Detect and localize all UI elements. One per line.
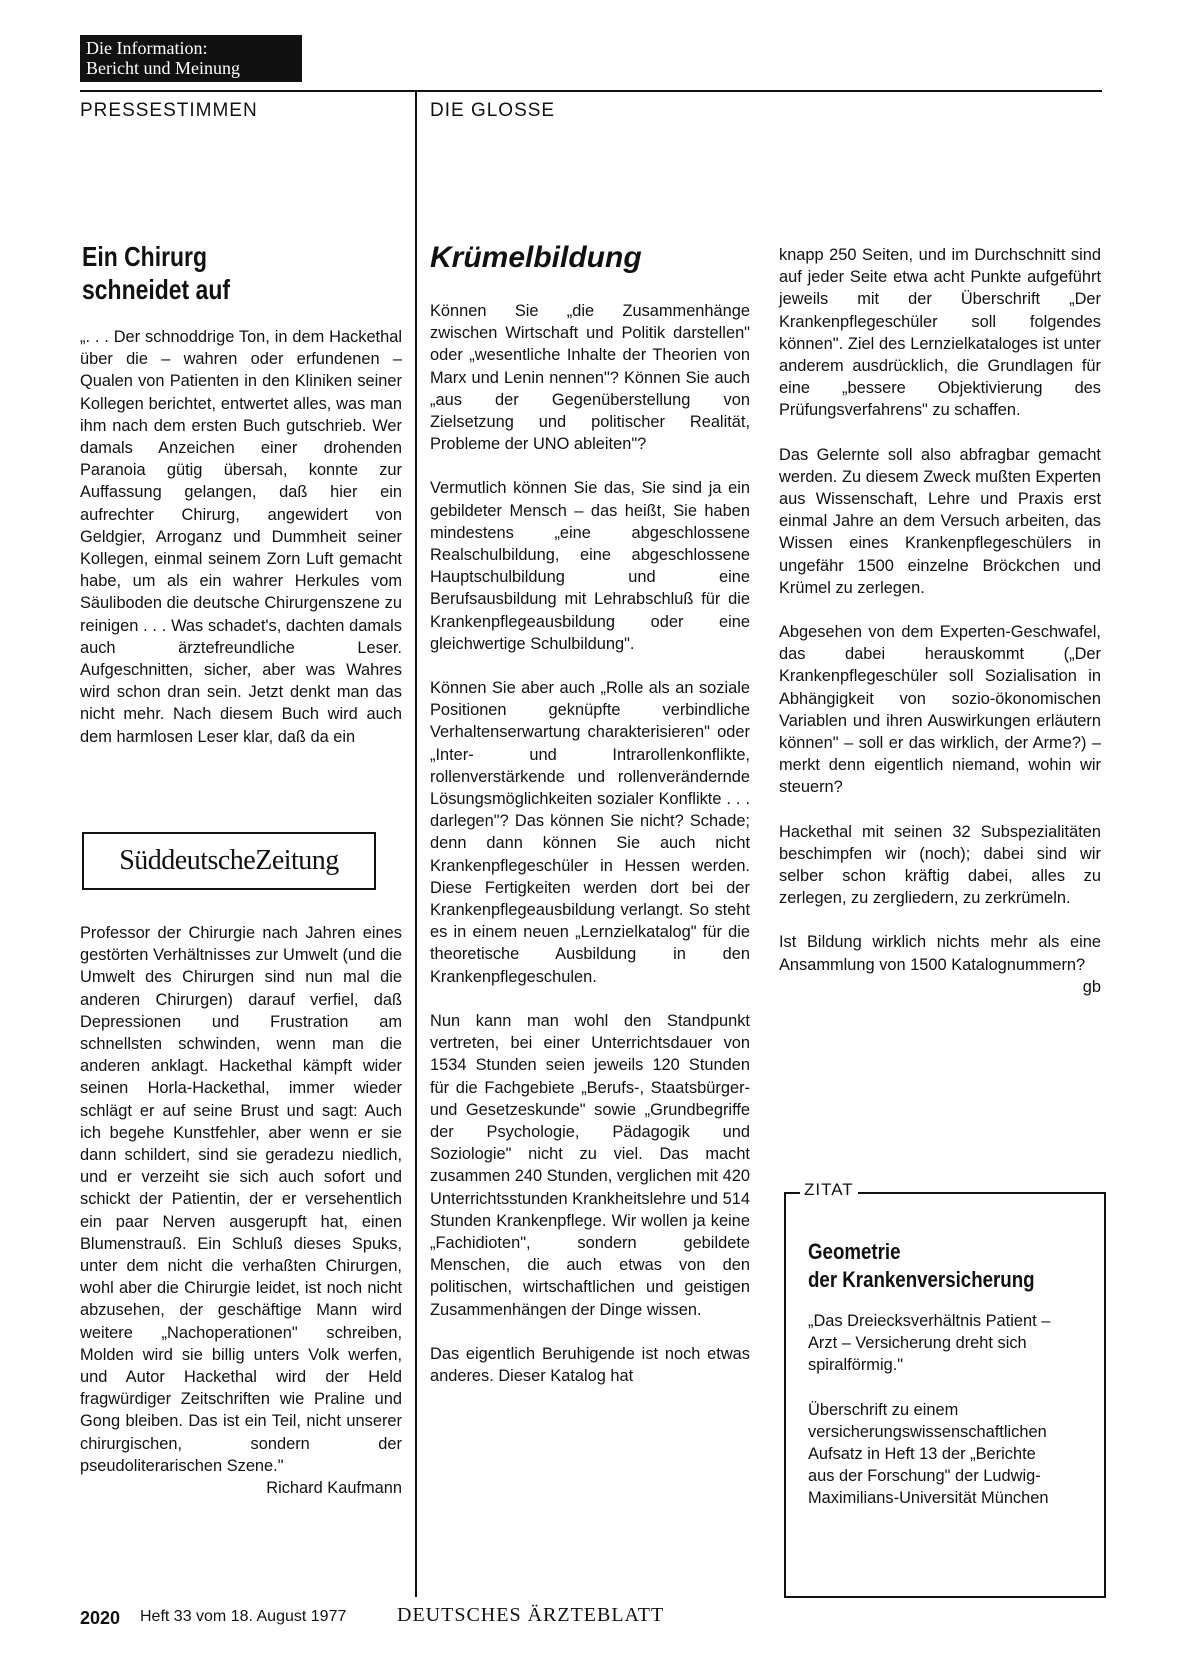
glosse-column-middle: [430, 300, 750, 1387]
left-article-paragraph: [80, 922, 402, 1498]
sueddeutsche-zeitung-logo: SüddeutscheZeitung: [119, 845, 339, 876]
glosse-paragraph: Abgesehen von dem Experten-Geschwafel, das dabei herauskommt („Der Krankenpflegeschüler soll Sozialisation in Abhängigkeit von sozio-ökonomischen Variablen und ihren Auswirkungen erläutern können" – soll er das wirklich, der Arme?) – merkt denn eigentlich niemand, wohin wir steuern?: [779, 623, 1101, 797]
section-header-box: [80, 35, 302, 82]
footer-page-number: 2020: [80, 1608, 121, 1628]
left-article-author: Richard Kaufmann: [266, 1479, 402, 1498]
zitat-label: ZITAT: [800, 1180, 858, 1200]
glosse-headline: Krümelbildung: [430, 241, 642, 274]
zitat-title-line1: Geometrie: [808, 1239, 901, 1264]
section-header-line1: Die Information:: [86, 38, 208, 58]
glosse-paragraph: Können Sie aber auch „Rolle als an soziale Positionen geknüpfte verbindliche Verhaltenserwartung charakterisieren" oder „Inter- und Intrarollenkonflikte, rollenverstärkende und rollenverändernde Lösungsmöglichkeiten sozialer Konflikte . . . darlegen"? Das können Sie nicht? Schade; denn dann können Sie auch nicht Krankenpflegeschüler in Hessen werden. Diese Fertigkeiten werden dort bei der Krankenpflegeausbildung verlangt. So steht es in einem neuen „Lernzielkatalog" für die theoretische Ausbildung in den Krankenpflegeschulen.: [430, 679, 750, 986]
section-label-glosse: DIE GLOSSE: [430, 100, 556, 121]
left-article-paragraph: „. . . Der schnoddrige Ton, in dem Hackethal über die – wahren oder erfundenen – Qualen von Patienten in den Kliniken seiner Kollegen berichtet, entwertet alles, was man ihm nach dem ersten Buch gutschrieb. Wer damals Anzeichen einer drohenden Paranoia gütig übersah, konnte zur Auffassung gelangen, daß hier ein aufrechter Chirurg, angewidert von Geldgier, Arroganz und Dummheit seiner Kollegen, einmal seinem Zorn Luft gemacht habe, um als ein wahrer Herkules vom Säuliboden die deutsche Chirurgenszene zu reinigen . . . Was schadet's, dachten damals auch ärztefreundliche Leser. Aufgeschnitten, sicher, aber was Wahres wird schon dran sein. Jetzt denkt man das nicht mehr. Nach diesem Buch wird auch dem harmlosen Leser klar, daß da ein: [80, 328, 402, 746]
section-header-line2: Bericht und Meinung: [86, 58, 240, 78]
glosse-paragraph: [779, 931, 1101, 996]
glosse-paragraph: Das Gelernte soll also abfragbar gemacht werden. Zu diesem Zweck mußten Experten aus Wissenschaft, Lehre und Praxis erst einmal Jahre an dem Versuch arbeiten, das Wissen eines Krankenpflegeschülers in ungefähr 1500 einzelne Bröckchen und Krümel zu zerlegen.: [779, 445, 1101, 597]
glosse-paragraph: knapp 250 Seiten, und im Durchschnitt sind auf jeder Seite etwa acht Punkte aufgeführt jeweils mit der Überschrift „Der Krankenpflegeschüler soll folgendes können". Ziel des Lernzielkataloges ist unter anderem ausdrücklich, die Grundlagen für eine „bessere Objektivierung des Prüfungsverfahrens" zu schaffen.: [779, 246, 1101, 420]
glosse-paragraph: Können Sie „die Zusammenhänge zwischen Wirtschaft und Politik darstellen" oder „wesentliche Inhalte der Theorien von Marx und Lenin nennen"? Können Sie auch „aus der Gegenüberstellung von Zielsetzung und politischer Realität, Probleme der UNO ableiten"?: [430, 302, 750, 454]
section-label-pressestimmen: PRESSESTIMMEN: [80, 100, 258, 121]
left-headline-line1: Ein Chirurg: [82, 241, 208, 272]
sueddeutsche-zeitung-logo-box: [82, 832, 376, 890]
glosse-paragraph: Nun kann man wohl den Standpunkt vertreten, bei einer Unterrichtsdauer von 1534 Stunden seien jeweils 120 Stunden für die Fachgebiete „Berufs-, Staatsbürger- und Gesetzeskunde" sowie „Grundbegriffe der Psychologie, Pädagogik und Soziologie" nicht zu viel. Das macht zusammen 240 Stunden, verglichen mit 420 Unterrichtsstunden Krankheitslehre und 514 Stunden Krankenpflege. Wir wollen ja keine „Fachidioten", sondern gebildete Menschen, die auch etwas von den politischen, wirtschaftlichen und geistigen Zusammenhängen der Dinge wissen.: [430, 1011, 750, 1319]
glosse-column-right: [779, 244, 1101, 998]
footer-issue: Heft 33 vom 18. August 1977: [140, 1608, 347, 1625]
zitat-source: Überschrift zu einem versicherungswissenschaftlichen Aufsatz in Heft 13 der „Berichte aus der Forschung" der Ludwig-Maximilians-Universität München: [808, 1400, 1049, 1508]
zitat-title: [808, 1238, 1035, 1294]
glosse-paragraph: Das eigentlich Beruhigende ist noch etwas anderes. Dieser Katalog hat: [430, 1344, 750, 1385]
glosse-signature: gb: [1082, 977, 1101, 996]
zitat-quote: „Das Dreiecksverhältnis Patient – Arzt – Versicherung dreht sich spiralförmig.": [808, 1312, 1051, 1375]
glosse-final-text: Ist Bildung wirklich nichts mehr als eine Ansammlung von 1500 Katalognummern?: [779, 933, 1101, 974]
left-headline-line2: schneidet auf: [82, 274, 230, 305]
glosse-paragraph: Vermutlich können Sie das, Sie sind ja ein gebildeter Mensch – das heißt, Sie haben mindestens „eine abgeschlossene Realschulbildung, eine abgeschlossene Hauptschulbildung und eine Berufsausbildung mit Lehrabschluß für die Krankenpflegeausbildung oder eine gleichwertige Schulbildung".: [430, 479, 750, 653]
top-rule: [80, 90, 1102, 92]
left-article-body-bottom: [80, 922, 402, 1499]
left-article-body-top: [80, 326, 402, 748]
footer-journal-name: DEUTSCHES ÄRZTEBLATT: [397, 1604, 665, 1626]
column-divider: [415, 92, 417, 1597]
left-article-headline: [82, 240, 230, 306]
left-article-text: Professor der Chirurgie nach Jahren eines gestörten Verhältnisses zur Umwelt (und die Umwelt des Chirurgen sind nun mal die anderen Chirurgen) darauf verfiel, daß Depressionen und Frustration am schnellsten schwinden, wenn man die anderen anklagt. Hackethal kämpft wider seinen Horla-Hackethal, immer wieder schlägt er auf seine Brust und sagt: Auch ich begehe Kunstfehler, aber wenn er sie dann schildert, sind sie geradezu niedlich, und er verzeiht sie sich auch sofort und schickt der Patientin, der er versehentlich ein paar Nerven ausgerupft hat, einen Blumenstrauß. Ein Schluß dieses Spuks, unter dem nicht die verhaßten Chirurgen, wohl aber die Chirurgie leidet, ist noch nicht abzusehen, der geschäftige Mann wird weitere „Nachoperationen" schreiben, Molden wird sie billig unters Volk werfen, und Autor Hackethal wird der Held fragwürdiger Zeitschriften wie Praline und Gong bleiben. Das ist ein Teil, nicht unserer chirurgischen, sondern der pseudoliterarischen Szene.": [80, 924, 402, 1475]
glosse-paragraph: Hackethal mit seinen 32 Subspezialitäten beschimpfen wir (noch); dabei sind wir selber schon kräftig dabei, alles zu zerlegen, zu zergliedern, zu zerkrümeln.: [779, 822, 1101, 908]
zitat-body: [808, 1310, 1066, 1510]
zitat-title-line2: der Krankenversicherung: [808, 1267, 1035, 1292]
